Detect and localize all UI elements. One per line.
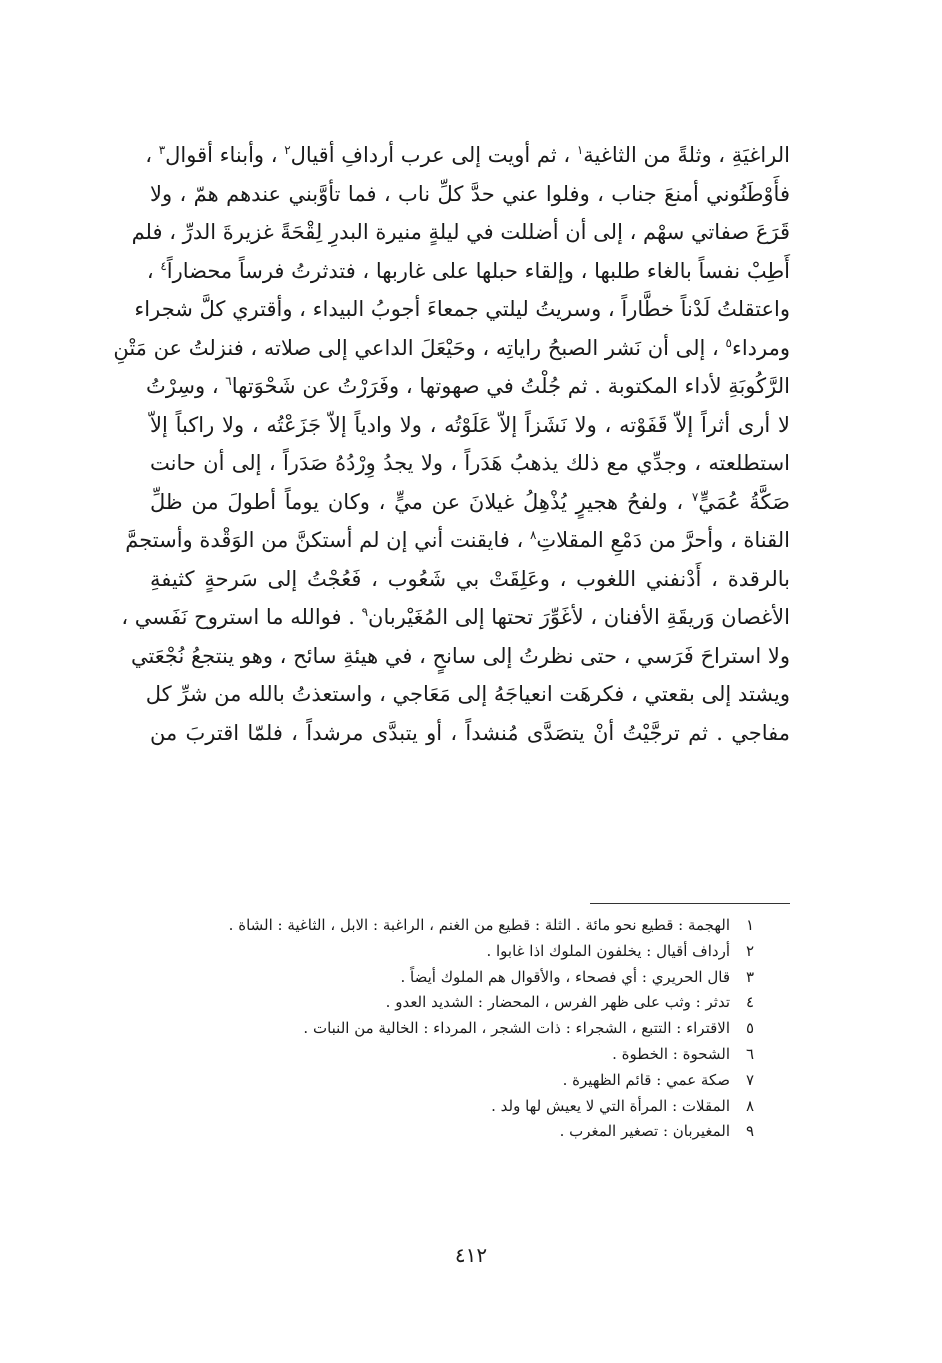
footnote xyxy=(150,913,770,939)
footnote-text: المقلات : المرأة التي لا يعيش لها ولد . xyxy=(491,1096,730,1115)
text-line: الأغصان وَريقَةِ الأفنان ، لأغَوِّرَ تحتها إلى المُغَيْربان$^٩$ . فوالله ما استروح نَفَسي ، xyxy=(121,605,790,629)
text-line: قَرَعَ صفاتي سهْم ، إلى أن أضللت في ليلةٍ منيرة البدرِ لِقْحَةً غزيرةَ الدرِّ ، فلم xyxy=(131,220,790,244)
footnotes xyxy=(150,913,770,1145)
footnote xyxy=(150,1119,770,1145)
page-number: ٤١٢ xyxy=(454,1243,488,1267)
text-line: صَكَّةُ عُمَيٍّ$^٧$ ، ولفحُ هجيرٍ يُذْهِلُ غيلانَ عن ميٍّ ، وكان يوماً أطولَ من ظلِّ xyxy=(150,489,790,514)
text-line: استطلعته ، وجدِّي مع ذلك يذهبُ هَدَراً ، ولا يجدُ وِرْدُهُ صَدَراً ، إلى أن حانت xyxy=(150,451,790,475)
text-line: واعتقلتُ لَدْناً خطَّاراً ، وسريتُ ليلتي جمعاءَ أجوبُ البيداء ، وأقتري كلَّ شجراء xyxy=(134,297,790,321)
footnote xyxy=(150,1068,770,1094)
footnote xyxy=(150,990,770,1016)
footnote-number: ٢ xyxy=(745,941,755,960)
footnote xyxy=(150,1042,770,1068)
footnote-text: الاقتراء : التتبع ، الشجراء : ذات الشجر ، المرداء : الخالية من النبات . xyxy=(303,1019,730,1038)
footnote-text: قال الحريري : أي فصحاء ، والأقوال هم الملوك أيضاً . xyxy=(400,967,730,986)
text-line: الرَّكُوبَةِ لأداء المكتوبة . ثم جُلْتُ في صهوتها ، وفَرَرْتُ عن شَحْوَتها$^٦$ ، وسِرْتُ xyxy=(146,374,790,398)
text-line: أَطِبْ نفساً بالغاء طلبها ، وإلقاء حبلها على غاربها ، فتدثرتُ فرساً محضاراً$^٤$ ، xyxy=(146,258,790,283)
footnote-number: ٣ xyxy=(745,967,755,986)
footnote-number: ١ xyxy=(745,916,755,934)
text-line: القناة ، وأحرَّ من دَمْعِ المقلاتِ$^٨$ ، فايقنت أني إن لم أستكنَّ من الوَقْدة وأستجمَّ xyxy=(125,528,790,552)
footnote-text: صكة عمي : قائم الظهيرة . xyxy=(562,1070,730,1089)
text-line: ولا استراحَ فَرَسي ، حتى نظرتُ إلى سانحٍ ، في هيئةِ سائح ، وهو ينتجعُ نُجْعَتي xyxy=(130,643,790,668)
text-line: لا أرى أثراً إلاّ قَفَوْته ، ولا نَشَزاً إلاّ عَلَوْتُه ، ولا وادياً إلاّ جَزَعْتُه ، ولا راكباً إلاّ xyxy=(150,412,790,437)
footnote-divider xyxy=(590,903,790,904)
footnote-number: ٥ xyxy=(745,1019,755,1038)
footnote-text: الهجمة : قطيع نحو مائة . الثلة : قطيع من الغنم ، الراغبة : الابل ، الثاغية : الشاة . xyxy=(228,916,730,934)
footnote xyxy=(150,939,770,965)
text-line: فأَوْطَنُوني أمنعَ جناب ، وفلوا عني حدَّ كلِّ ناب ، فما تأوَّبني عندهم همّ ، ولا xyxy=(150,181,790,206)
footnote xyxy=(150,965,770,991)
text-line: مفاجي . ثم ترجَّيْتُ أنْ يتصَدَّى مُنشداً ، أو يتبدَّى مرشداً ، فلمّا اقتربَ من xyxy=(150,720,790,745)
footnote-number: ٨ xyxy=(745,1096,755,1115)
body-text xyxy=(113,136,790,752)
footnote-number: ٤ xyxy=(745,993,755,1012)
footnote-number: ٩ xyxy=(745,1122,755,1141)
text-line: ومرداء$^٥$ ، إلى أن نَشر الصبحُ راياتِه ، وحَيْعَلَ الداعي إلى صلاته ، فنزلتُ عن مَتْنِ xyxy=(113,335,790,360)
footnote xyxy=(150,1094,770,1120)
footnote xyxy=(150,1016,770,1042)
footnote-text: الشحوة : الخطوة . xyxy=(612,1044,730,1063)
footnote-text: المغيربان : تصغير المغرب . xyxy=(559,1122,730,1141)
footnote-number: ٧ xyxy=(745,1070,755,1089)
footnote-text: تدثر : وثب على ظهر الفرس ، المحضار : الشديد العدو . xyxy=(385,993,730,1012)
footnote-number: ٦ xyxy=(745,1044,755,1063)
text-line: الراغيَةِ ، وثلةً من الثاغية$^١$ ، ثم أويت إلى عرب أردافِ أقيال$^٢$ ، وأبناء أقوال$^٣$ ، xyxy=(145,143,790,167)
footnote-text: أرداف أقيال : يخلفون الملوك اذا غابوا . xyxy=(486,941,730,960)
text-line: ويشتد إلى بقعتي ، فكرهَت انعياجَهُ إلى مَعَاجي ، واستعذتُ بالله من شرِّ كل xyxy=(145,682,790,706)
text-line: بالرقدة ، أَدْنفني اللغوب ، وعَلِقَتْ بي شَعُوب ، فَعُجْتُ إلى سَرحةٍ كثيفةِ xyxy=(150,566,790,591)
